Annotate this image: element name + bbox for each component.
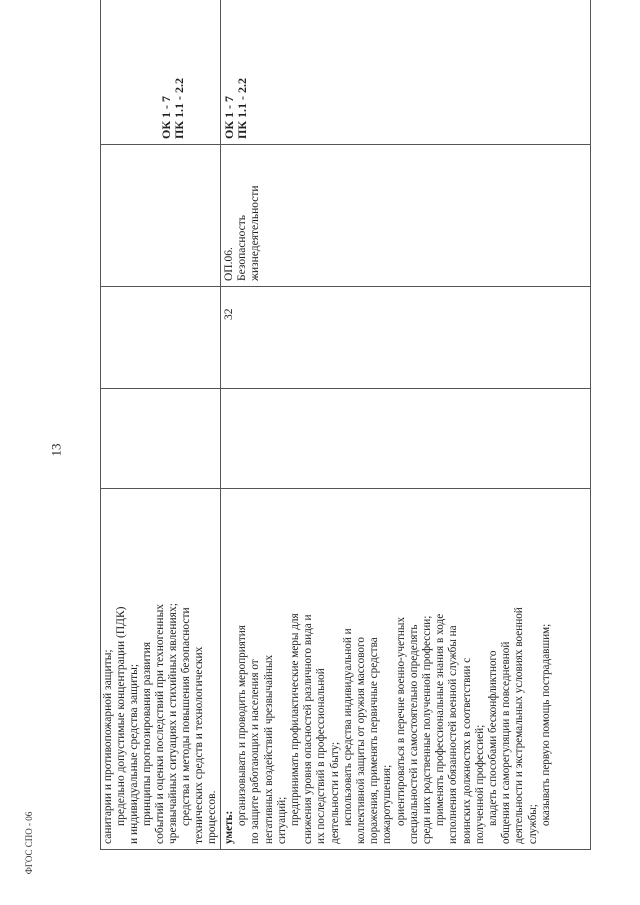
skill-line: организовывать и проводить мероприятия — [236, 625, 249, 826]
skill-line: оказывать первую помощь пострадавшим; — [539, 623, 552, 826]
skill-line: поражения, применять первичные средства — [368, 637, 381, 844]
skill-line: деятельности и быту; — [328, 741, 341, 844]
skill-line: общения и саморегуляции в повседневной — [500, 641, 513, 844]
discipline-name-line: Безопасность — [236, 214, 248, 281]
knowledge-line: событий и оценки последствий при техногенных — [154, 603, 166, 844]
knowledge-line: и индивидуальные средства защиты; — [128, 663, 140, 844]
knowledge-line: чрезвычайных ситуациях и стихийных явлениях; — [167, 603, 179, 844]
competency-line: ОК 1 - 7 — [159, 95, 173, 139]
skill-line: исполнения обязанностей военной службы на — [447, 625, 460, 844]
skill-line: коллективной защиты от оружия массового — [355, 637, 368, 844]
skill-line: среди них родственные полученной профессии; — [421, 615, 434, 844]
hours-cell: 32 — [223, 308, 235, 320]
page-number: 13 — [48, 443, 64, 457]
skill-line: ситуаций; — [275, 796, 288, 844]
knowledge-line: технических средств и технологических — [193, 646, 205, 844]
skill-line: по защите работающих и населения от — [249, 659, 262, 844]
competencies-cell — [160, 4, 186, 139]
competency-line: ОК 1 - 7 — [222, 95, 236, 139]
skills-heading: уметь: — [223, 810, 235, 844]
skills-cell — [223, 494, 553, 844]
competencies-cell — [223, 4, 249, 139]
skill-line: предпринимать профилактические меры для — [289, 613, 302, 826]
skill-line: использовать средства индивидуальной и — [341, 628, 354, 826]
table — [100, 0, 590, 850]
skill-line: ориентироваться в перечне военно-учетных — [394, 617, 407, 826]
knowledge-line: процессов. — [206, 790, 218, 844]
rotated-table-area — [100, 0, 640, 844]
skill-line: их последствий в профессиональной — [315, 668, 328, 844]
knowledge-line: принципы прогнозирования развития — [141, 641, 153, 826]
skill-line: владеть способами бесконфликтного — [487, 650, 500, 826]
skill-line: негативных воздействий чрезвычайных — [262, 654, 275, 844]
skill-line: службы; — [526, 804, 539, 844]
discipline-cell — [223, 149, 262, 281]
knowledge-cell — [102, 494, 219, 844]
skill-line: специальностей и самостоятельно определять — [407, 624, 420, 844]
skill-line: деятельности и экстремальных условиях военной — [513, 607, 526, 844]
knowledge-line: средства и методы повышения безопасности — [180, 607, 192, 826]
skill-line: полученной профессией; — [473, 724, 486, 844]
competency-line: ПК 1.1 - 2.2 — [235, 77, 249, 139]
knowledge-line: санитарии и противопожарной защиты; — [102, 649, 114, 844]
skill-line: снижения уровня опасностей различного вида и — [302, 614, 315, 844]
discipline-code: ОП.06. — [223, 247, 235, 281]
discipline-name-line: жизнедеятельности — [249, 185, 261, 281]
skill-line: пожаротушения; — [381, 764, 394, 844]
knowledge-line: предельно допустимые концентрации (ПДК) — [115, 606, 127, 826]
skill-line: применять профессиональные знания в ходе — [434, 613, 447, 826]
skill-line: воинских должностях в соответствии с — [460, 657, 473, 844]
competency-line: ПК 1.1 - 2.2 — [172, 77, 186, 139]
footer-label: ФГОС СПО - 06 — [24, 811, 35, 875]
